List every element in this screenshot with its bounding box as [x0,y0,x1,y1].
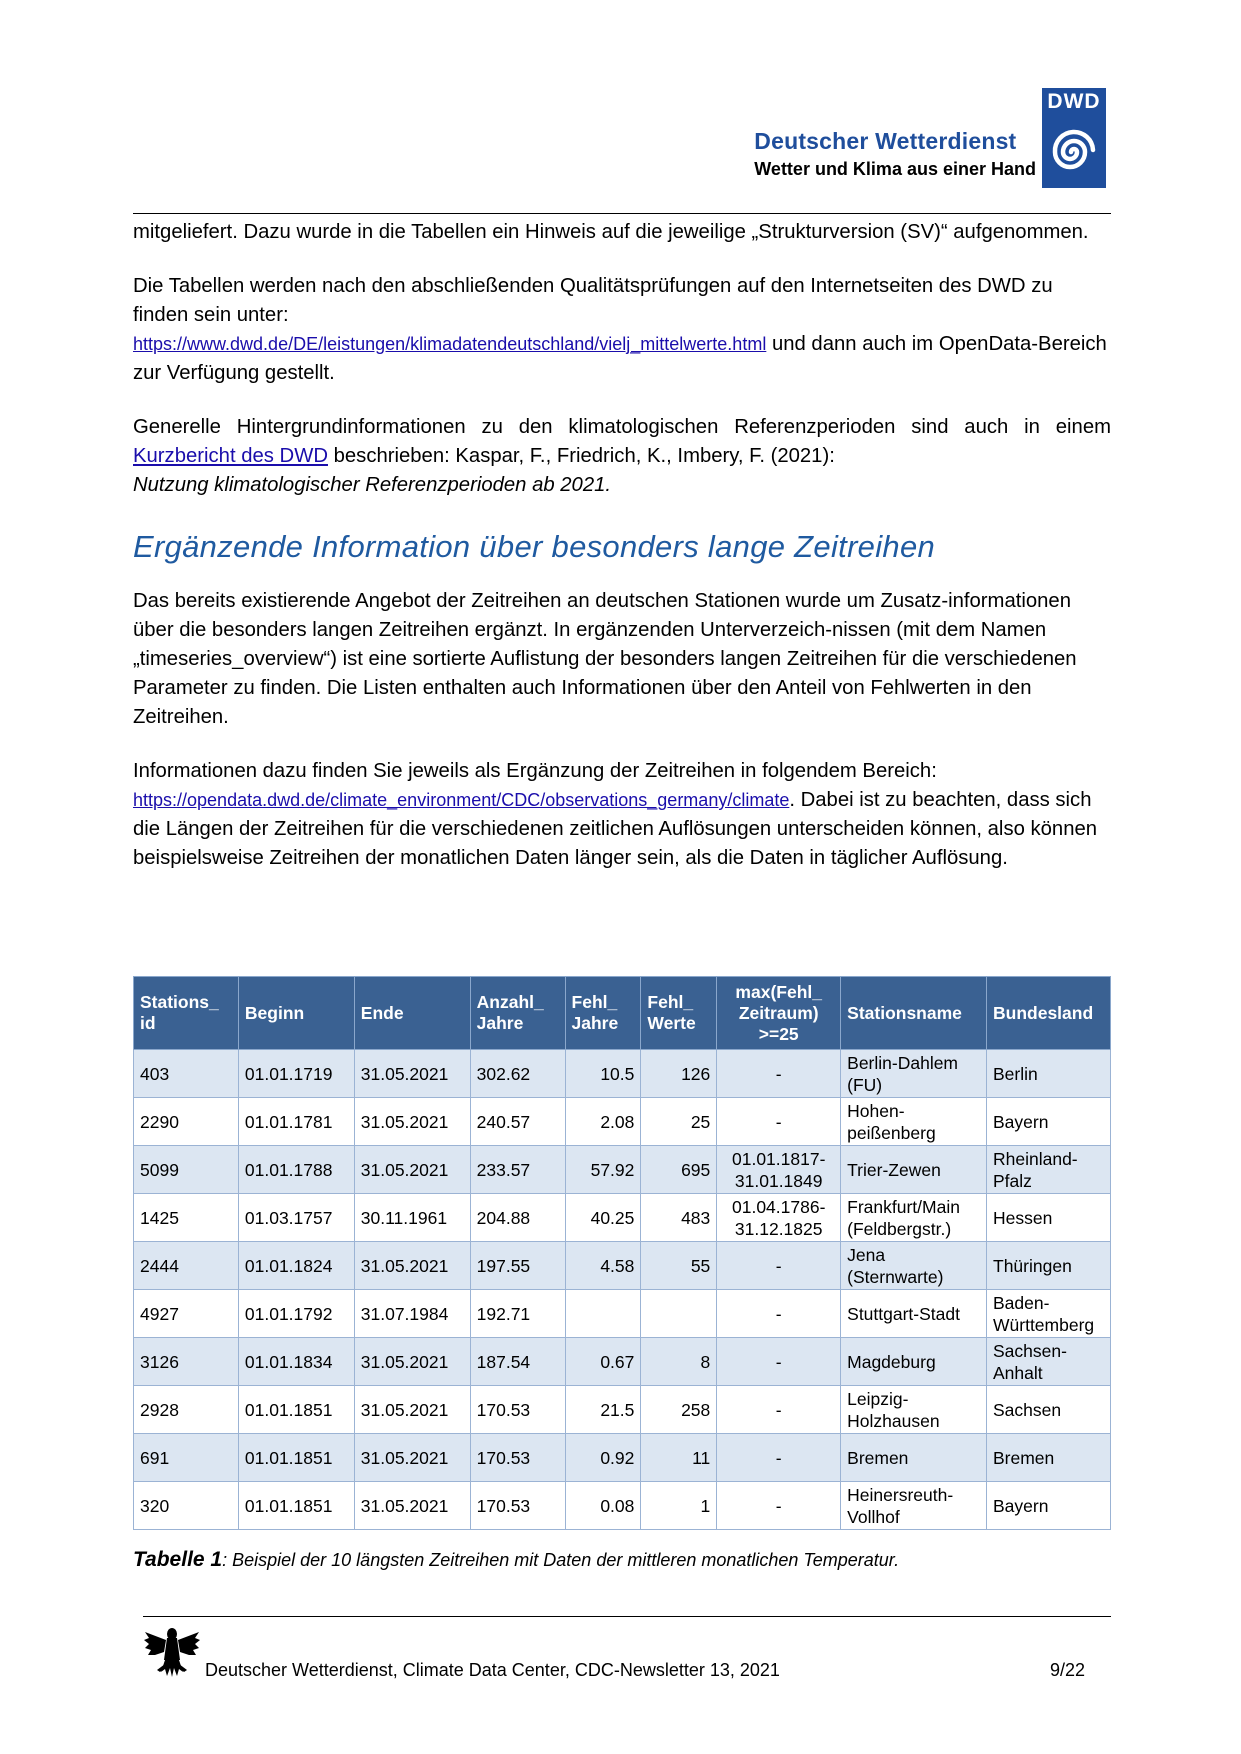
table-cell: - [717,1338,841,1386]
table-cell: Baden-Württemberg [987,1290,1111,1338]
column-header: Fehl_ Werte [641,977,717,1050]
section-heading: Ergänzende Information über besonders lange Zeitreihen [133,529,936,564]
table-cell: 31.05.2021 [354,1386,470,1434]
brand-name: Deutscher Wetterdienst [754,128,1017,154]
table-cell [565,1290,641,1338]
table-cell: Hessen [987,1194,1111,1242]
table-cell: Hohen-peißenberg [841,1098,987,1146]
table-cell: 01.03.1757 [238,1194,354,1242]
table-cell: 31.05.2021 [354,1338,470,1386]
table-cell: - [717,1434,841,1482]
link-opendata[interactable]: https://opendata.dwd.de/climate_environment/CDC/observations_germany/climate [133,790,790,810]
table-cell: 2290 [134,1098,239,1146]
table-cell: 31.05.2021 [354,1050,470,1098]
table-cell: Bremen [987,1434,1111,1482]
table-cell: 0.92 [565,1434,641,1482]
table-cell: 126 [641,1050,717,1098]
table-cell: 8 [641,1338,717,1386]
table-cell: 01.01.1851 [238,1482,354,1530]
table-cell: 691 [134,1434,239,1482]
table-cell: 01.01.1834 [238,1338,354,1386]
dwd-logo [1042,88,1106,188]
column-header: Bundesland [987,977,1111,1050]
table-cell: 403 [134,1050,239,1098]
table-cell: - [717,1290,841,1338]
table-cell: 197.55 [470,1242,565,1290]
column-header: Fehl_ Jahre [565,977,641,1050]
footer-text: Deutscher Wetterdienst, Climate Data Center, CDC-Newsletter 13, 2021 [205,1660,780,1680]
table-cell: 192.71 [470,1290,565,1338]
table-cell: Jena (Sternwarte) [841,1242,987,1290]
table-cell: 30.11.1961 [354,1194,470,1242]
brand-slogan: Wetter und Klima aus einer Hand [754,159,1036,179]
table-header-row [134,977,1111,1050]
table-cell: Berlin-Dahlem (FU) [841,1050,987,1098]
table-cell: Stuttgart-Stadt [841,1290,987,1338]
table-caption [133,1548,899,1572]
table-cell: 31.05.2021 [354,1434,470,1482]
paragraph-2 [133,272,1111,388]
table-cell: - [717,1386,841,1434]
table-row [134,1098,1111,1146]
paragraph-5-after: . Dabei ist zu beachten, dass sich die Längen der Zeitreihen für die verschiedenen zeitlichen Auflösungen unterscheiden können, also können beispielsweise Zeitreihen der monatlichen Daten länger sein, als die Daten in täglicher Auflösung. [133,789,1098,869]
table-cell: 01.01.1817-31.01.1849 [717,1146,841,1194]
paragraph-2-after: und dann auch im OpenData-Bereich zur Verfügung gestellt. [133,333,1107,384]
table-cell: 3126 [134,1338,239,1386]
table-cell: - [717,1050,841,1098]
table-cell: 4.58 [565,1242,641,1290]
table-row [134,1242,1111,1290]
column-header: Beginn [238,977,354,1050]
table-cell: - [717,1482,841,1530]
table-cell: 31.05.2021 [354,1098,470,1146]
table-cell: 25 [641,1098,717,1146]
table-cell [641,1290,717,1338]
table-cell: Berlin [987,1050,1111,1098]
brand-block [754,128,1036,180]
table-cell: 1425 [134,1194,239,1242]
paragraph-4: Das bereits existierende Angebot der Zeitreihen an deutschen Stationen wurde um Zusatz-informationen über die besonders langen Zeitreihen ergänzt. In ergänzenden Unterverzeich-nissen (mit dem Namen „timeseries_overview“) ist eine sortierte Auflistung der besonders langen Zeitreihen für die verschiedenen Parameter zu finden. Die Listen enthalten auch Informationen über den Anteil von Fehlwerten in den Zeitreihen. [133,590,1077,728]
table-cell: Thüringen [987,1242,1111,1290]
table-cell: Bayern [987,1482,1111,1530]
table-cell: 4927 [134,1290,239,1338]
federal-eagle-icon [143,1622,201,1680]
table-cell: 258 [641,1386,717,1434]
table-cell: 302.62 [470,1050,565,1098]
table-cell: 240.57 [470,1098,565,1146]
footer-rule [143,1616,1111,1617]
table-cell: 01.01.1788 [238,1146,354,1194]
table-cell: 0.67 [565,1338,641,1386]
main-content [133,218,1111,898]
table-row [134,1290,1111,1338]
header-rule [133,213,1111,214]
paragraph-3-before: Generelle Hintergrundinformationen zu den klimatologischen Referenzperioden sind auch in einem [133,416,1111,438]
page-number: 9/22 [1049,1660,1085,1680]
table-cell: 55 [641,1242,717,1290]
page-header [0,0,1241,210]
caption-text: : Beispiel der 10 längsten Zeitreihen mit Daten der mittleren monatlichen Temperatur. [222,1550,900,1570]
table-cell: Sachsen [987,1386,1111,1434]
table-row [134,1338,1111,1386]
table-cell: 2444 [134,1242,239,1290]
table-cell: 01.01.1719 [238,1050,354,1098]
link-kurzbericht[interactable]: Kurzbericht des DWD [133,445,328,467]
table-cell: 01.04.1786-31.12.1825 [717,1194,841,1242]
table-cell: 01.01.1824 [238,1242,354,1290]
column-header: Ende [354,977,470,1050]
table-cell: 40.25 [565,1194,641,1242]
spiral-icon [1046,118,1102,182]
table-cell: Rheinland-Pfalz [987,1146,1111,1194]
table-cell: 170.53 [470,1434,565,1482]
table-cell: 31.05.2021 [354,1482,470,1530]
table-cell: Leipzig-Holzhausen [841,1386,987,1434]
table-cell: Frankfurt/Main (Feldbergstr.) [841,1194,987,1242]
table-cell: 01.01.1792 [238,1290,354,1338]
table-cell: Bremen [841,1434,987,1482]
logo-text: DWD [1047,90,1101,113]
table-cell: 2.08 [565,1098,641,1146]
table-cell: Sachsen-Anhalt [987,1338,1111,1386]
table-cell: 01.01.1851 [238,1434,354,1482]
table-cell: 170.53 [470,1482,565,1530]
timeseries-table [133,976,1111,1530]
table-cell: - [717,1098,841,1146]
table-cell: - [717,1242,841,1290]
paragraph-2-text: Die Tabellen werden nach den abschließenden Qualitätsprüfungen auf den Internetseiten des DWD zu finden sein unter: [133,275,1053,326]
column-header: Stations_ id [134,977,239,1050]
column-header: Stationsname [841,977,987,1050]
table-cell: 21.5 [565,1386,641,1434]
table-row [134,1482,1111,1530]
table-cell: 695 [641,1146,717,1194]
table-cell: 483 [641,1194,717,1242]
table-cell: 2928 [134,1386,239,1434]
table-cell: 204.88 [470,1194,565,1242]
table-cell: Magdeburg [841,1338,987,1386]
table-cell: 233.57 [470,1146,565,1194]
table-cell: Trier-Zewen [841,1146,987,1194]
table-cell: 01.01.1851 [238,1386,354,1434]
paragraph-3 [133,413,1111,500]
table-cell: 0.08 [565,1482,641,1530]
table-row [134,1194,1111,1242]
column-header: Anzahl_ Jahre [470,977,565,1050]
table-cell: 5099 [134,1146,239,1194]
table-cell: 1 [641,1482,717,1530]
paragraph-5 [133,757,1111,873]
paragraph-1: mitgeliefert. Dazu wurde in die Tabellen ein Hinweis auf die jeweilige „Strukturversion (SV)“ aufgenommen. [133,221,1089,243]
table-row [134,1050,1111,1098]
table-cell: Bayern [987,1098,1111,1146]
table-body [134,1050,1111,1530]
table-row [134,1434,1111,1482]
table-cell: 01.01.1781 [238,1098,354,1146]
table-row [134,1386,1111,1434]
table-cell: Heinersreuth-Vollhof [841,1482,987,1530]
table-cell: 31.07.1984 [354,1290,470,1338]
link-vielj-mittelwerte[interactable]: https://www.dwd.de/DE/leistungen/klimadatendeutschland/vielj_mittelwerte.html [133,334,767,354]
table-cell: 10.5 [565,1050,641,1098]
paragraph-5-text: Informationen dazu finden Sie jeweils als Ergänzung der Zeitreihen in folgendem Bereich: [133,760,937,782]
table-cell: 31.05.2021 [354,1146,470,1194]
table-cell: 187.54 [470,1338,565,1386]
table-cell: 31.05.2021 [354,1242,470,1290]
table-cell: 320 [134,1482,239,1530]
paragraph-3-citation: Nutzung klimatologischer Referenzperioden ab 2021. [133,474,612,496]
paragraph-3-after: beschrieben: Kaspar, F., Friedrich, K., Imbery, F. (2021): [327,445,835,467]
table-cell: 57.92 [565,1146,641,1194]
table-row [134,1146,1111,1194]
column-header: max(Fehl_ Zeitraum) >=25 [717,977,841,1050]
caption-label: Tabelle 1 [133,1548,223,1571]
table-cell: 170.53 [470,1386,565,1434]
table-cell: 11 [641,1434,717,1482]
